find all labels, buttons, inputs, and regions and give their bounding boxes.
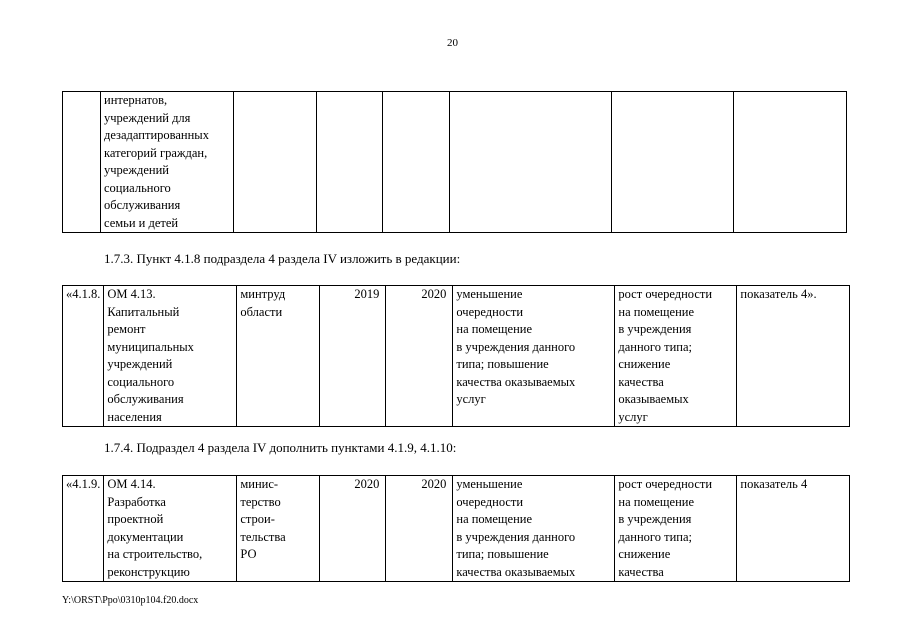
page-number: 20: [447, 37, 458, 49]
table-row: [63, 286, 850, 427]
cell-indicator: [734, 92, 847, 233]
cell-end-year: [383, 92, 450, 233]
table-item-4-1-8: [62, 285, 850, 427]
cell-start-year: 2019: [320, 286, 386, 427]
cell-start-year: 2020: [320, 476, 386, 582]
cell-start-year: [317, 92, 383, 233]
cell-end-year: 2020: [386, 286, 453, 427]
cell-executor: минис- терство строи- тельства РО: [237, 476, 320, 582]
paragraph-1-7-3: 1.7.3. Пункт 4.1.8 подраздела 4 раздела IV изложить в редакции:: [104, 251, 461, 266]
cell-number: «4.1.9.: [63, 476, 104, 582]
cell-indicator: показатель 4: [737, 476, 850, 582]
table-row: [63, 92, 847, 233]
cell-expected-result: [450, 92, 612, 233]
table-continuation: [62, 91, 847, 233]
cell-expected-result: уменьшение очередности на помещение в учреждения данного типа; повышение качества оказываемых: [453, 476, 615, 582]
cell-executor: минтруд области: [237, 286, 320, 427]
footer-file-path: Y:\ORST\Ppo\0310p104.f20.docx: [62, 595, 199, 606]
cell-measure: ОМ 4.13. Капитальный ремонт муниципальных учреждений социального обслуживания населения: [104, 286, 237, 427]
cell-end-year: 2020: [386, 476, 453, 582]
cell-expected-result: уменьшение очередности на помещение в учреждения данного типа; повышение качества оказываемых услуг: [453, 286, 615, 427]
cell-measure: интернатов, учреждений для дезадаптированных категорий граждан, учреждений социального обслуживания семьи и детей: [101, 92, 234, 233]
cell-number: «4.1.8.: [63, 286, 104, 427]
cell-executor: [234, 92, 317, 233]
table-row: [63, 476, 850, 582]
cell-indicator: показатель 4».: [737, 286, 850, 427]
cell-consequences: рост очередности на помещение в учреждения данного типа; снижение качества оказываемых услуг: [615, 286, 737, 427]
cell-number: [63, 92, 101, 233]
cell-measure: ОМ 4.14. Разработка проектной документации на строительство, реконструкцию: [104, 476, 237, 582]
cell-consequences: [612, 92, 734, 233]
table-item-4-1-9: [62, 475, 850, 582]
cell-consequences: рост очередности на помещение в учреждения данного типа; снижение качества: [615, 476, 737, 582]
paragraph-1-7-4: 1.7.4. Подраздел 4 раздела IV дополнить пунктами 4.1.9, 4.1.10:: [104, 440, 457, 455]
